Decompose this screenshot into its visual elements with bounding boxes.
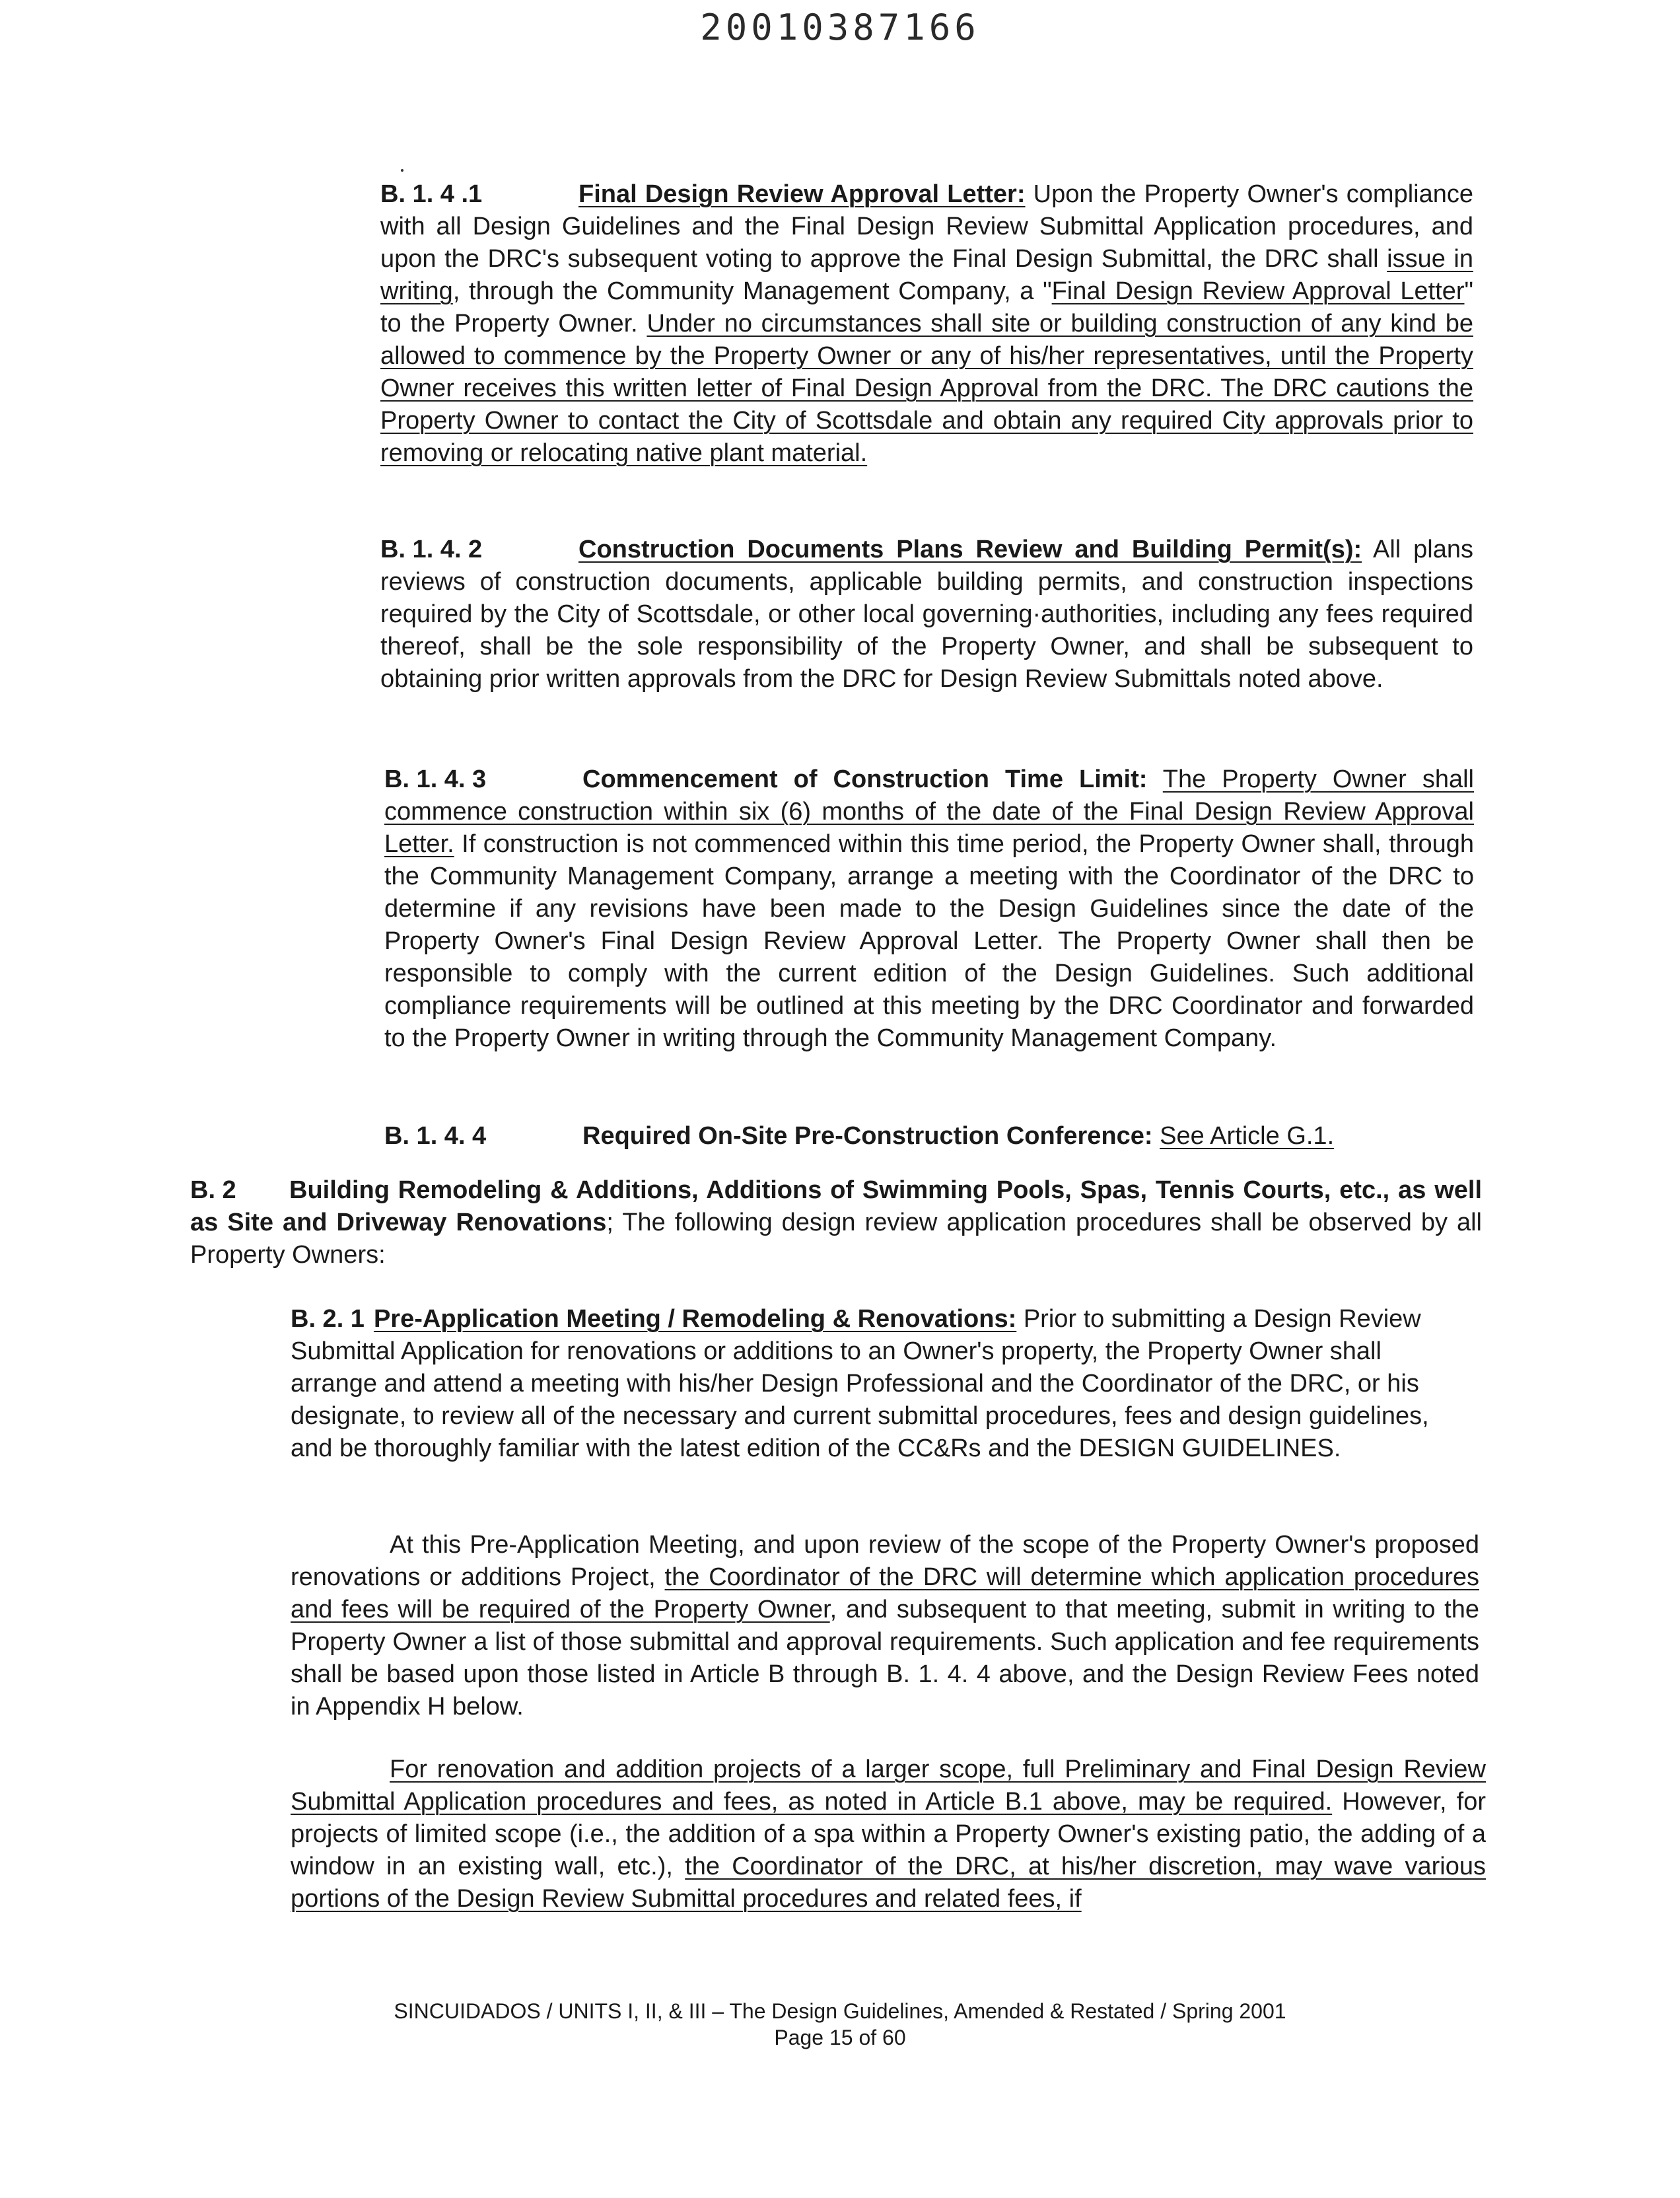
body-text: ; The following design review application procedures shall be observed by all Property Owners: [190, 1209, 1482, 1269]
underlined-text: Under no circumstances shall site or building construction of any kind be allowed to commence by the Property Owner or any of his/her representatives, until the Property Owner receives this written letter of Final Design Approval from the DRC. The DRC cautions the Property Owner to contact the City of Scottsdale and obtain any required City approvals prior to removing or relocating native plant material. [380, 310, 1473, 467]
underlined-text: the Coordinator of the DRC, at his/her discretion, may wave various portions of the Design Review Submittal procedures and related fees, if [291, 1853, 1486, 1913]
paragraph-pre-application-meeting [291, 1529, 1479, 1723]
underlined-text: The Property Owner shall commence construction within six (6) months of the date of the Final Design Review Approval Letter. [384, 765, 1475, 858]
section-number: B. 2 [190, 1176, 236, 1204]
underlined-text: the Coordinator of the DRC will determine which application procedures and fees will be required of the Property Owner [291, 1563, 1479, 1623]
body-text: Upon the Property Owner's compliance with all Design Guidelines and the Final Design Review Submittal Application procedures, and upon the DRC's subsequent voting to approve the Final Design Submittal, the DRC shall [380, 180, 1473, 273]
body-text: However, for projects of limited scope (i.e., the addition of a spa within a Property Owner's existing patio, the adding of a window in an existing wall, etc.), [291, 1788, 1486, 1880]
underlined-text: Final Design Review Approval Letter [1051, 277, 1465, 305]
underlined-text: For renovation and addition projects of a larger scope, full Preliminary and Final Design Review Submittal Application procedures and fees, as noted in Article B.1 above, may be required. [291, 1755, 1486, 1816]
section-b-2 [190, 1174, 1482, 1271]
footer-title: SINCUIDADOS / UNITS I, II, & III – The Design Guidelines, Amended & Restated / Spring 2001 [394, 1999, 1286, 2023]
paragraph-renovation-scope [291, 1754, 1486, 1915]
section-b-1-4-4 [384, 1120, 1474, 1152]
section-b-1-4-2 [380, 534, 1473, 695]
section-number: B. 2. 1 [291, 1305, 365, 1333]
body-text: All plans reviews of construction documents, applicable building permits, and construction inspections required by the City of Scottsdale, or other local governing·authorities, including any fees required thereof, shall be the sole responsibility of the Property Owner, and shall be subsequent to obtaining prior written approvals from the DRC for Design Review Submittals noted above. [380, 536, 1474, 693]
section-heading: Pre-Application Meeting / Remodeling & Renovations: [373, 1305, 1017, 1333]
section-b-1-4-3 [384, 763, 1474, 1055]
section-heading: Commencement of Construction Time Limit: [582, 765, 1148, 793]
section-b-2-1 [291, 1303, 1473, 1465]
document-id-stamp: 20010387166 [700, 7, 980, 48]
section-heading: Required On-Site Pre-Construction Conference: [582, 1122, 1153, 1150]
body-text: , through the Community Management Company, a " [452, 277, 1052, 305]
underlined-text: issue in writing [380, 245, 1473, 305]
scan-speck [401, 169, 403, 172]
page-footer [0, 1998, 1680, 2051]
body-text: If construction is not commenced within this time period, the Property Owner shall, through the Community Management Company, arrange a meeting with the Coordinator of the DRC to determine if any revisions have been made to the Design Guidelines since the date of the Property Owner's Final Design Review Approval Letter. The Property Owner shall then be responsible to comply with the current edition of the Design Guidelines. Such additional compliance requirements will be outlined at this meeting by the DRC Coordinator and forwarded to the Property Owner in writing through the Community Management Company. [384, 830, 1474, 1052]
section-number: B. 1. 4 .1 [380, 180, 483, 208]
section-b-1-4-1 [380, 178, 1473, 470]
section-number: B. 1. 4. 3 [384, 765, 487, 793]
page-number: Page 15 of 60 [774, 2026, 906, 2049]
section-heading: Final Design Review Approval Letter: [578, 180, 1026, 208]
section-number: B. 1. 4. 4 [384, 1122, 487, 1150]
body-text: At this Pre-Application Meeting, and upon review of the scope of the Property Owner's proposed renovations or additions Project, [291, 1531, 1479, 1591]
section-heading: Construction Documents Plans Review and Building Permit(s): [578, 536, 1362, 563]
body-text: " to the Property Owner. [380, 277, 1473, 337]
article-reference-link[interactable]: See Article G.1. [1160, 1122, 1335, 1150]
body-text: , and subsequent to that meeting, submit in writing to the Property Owner a list of those submittal and approval requirements. Such application and fee requirements shall be based upon those listed in Article B through B. 1. 4. 4 above, and the Design Review Fees noted in Appendix H below. [291, 1596, 1480, 1720]
section-heading: Building Remodeling & Additions, Additions of Swimming Pools, Spas, Tennis Courts, etc., as well as Site and Driveway Renovations [190, 1176, 1482, 1236]
section-number: B. 1. 4. 2 [380, 536, 483, 563]
body-text: Prior to submitting a Design Review Submittal Application for renovations or additions to an Owner's property, the Property Owner shall arrange and attend a meeting with his/her Design Professional and the Coordinator of the DRC, or his designate, to review all of the necessary and current submittal procedures, fees and design guidelines, and be thoroughly familiar with the latest edition of the CC&Rs and the DESIGN GUIDELINES. [291, 1305, 1429, 1462]
